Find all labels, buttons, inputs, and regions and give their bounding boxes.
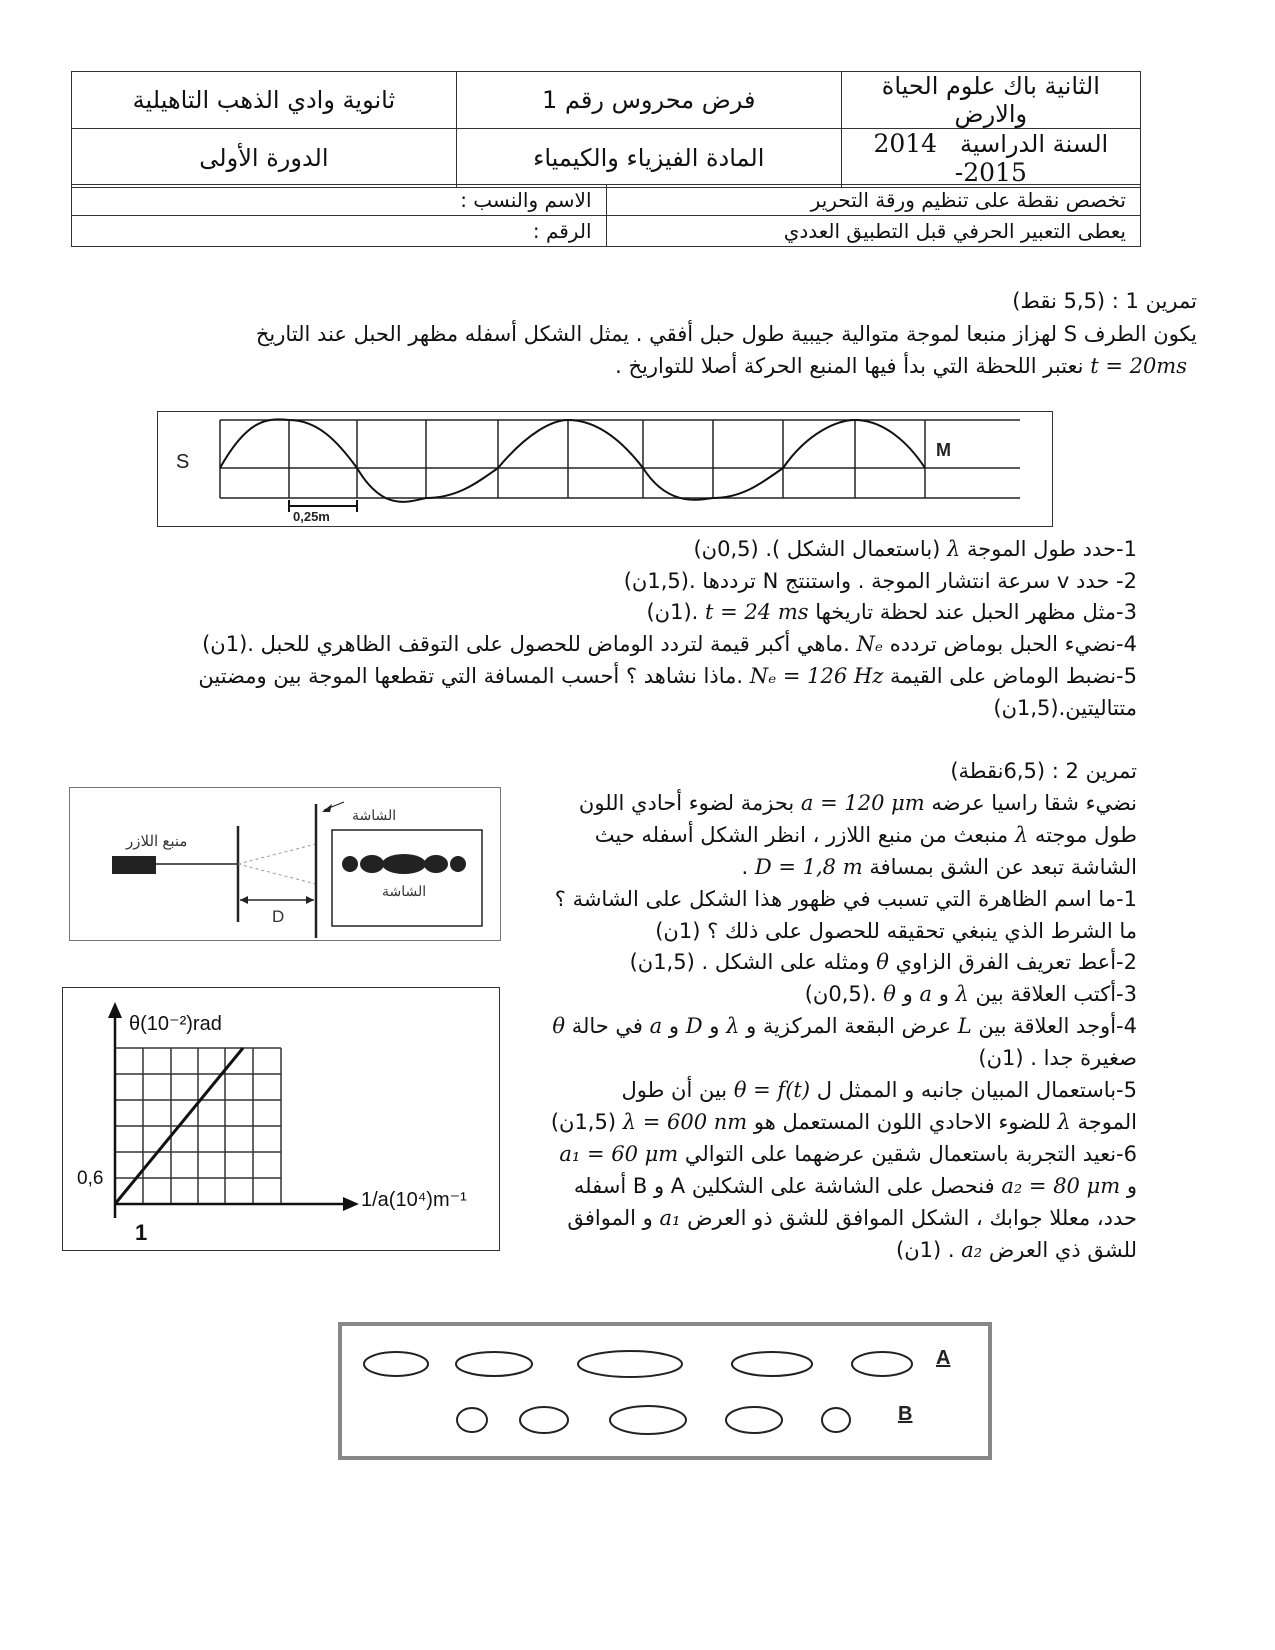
ex2-q6: 6-نعيد التجربة باستعمال شقين عرضهما على التوالي a₁ = 60 μm bbox=[559, 1142, 1137, 1166]
rope-wave-figure bbox=[157, 411, 1053, 527]
ex2-q6-cont-2: حدد، معللا جوابك ، الشكل الموافق للشق ذو العرض a₁ و الموافق bbox=[567, 1206, 1137, 1230]
pattern-b-spot bbox=[457, 1408, 487, 1432]
pattern-b-label: B bbox=[898, 1403, 913, 1425]
pattern-b-spot bbox=[610, 1406, 686, 1434]
y-tick: 0,6 bbox=[77, 1168, 104, 1189]
laser-icon bbox=[112, 856, 156, 874]
x-tick: 1 bbox=[135, 1220, 148, 1245]
ex2-intro-2: طول موجته λ منبعث من منبع اللازر ، انظر الشكل أسفله حيث bbox=[594, 823, 1137, 847]
ex1-q4: 4-نضيء الحبل بوماض تردده Nₑ .ماهي أكبر قيمة لتردد الوماض للحصول على التوقف الظاهري للحبل .(1ن) bbox=[202, 632, 1137, 656]
header-table bbox=[71, 71, 1141, 188]
source-label: S bbox=[176, 451, 190, 473]
scale-label: 0,25m bbox=[293, 509, 330, 524]
screen-label-inner: الشاشة bbox=[382, 883, 427, 899]
point-m-label: M bbox=[936, 440, 951, 460]
ex2-intro-3: الشاشة تبعد عن الشق بمسافة D = 1,8 m . bbox=[741, 855, 1137, 879]
pattern-a-spot bbox=[852, 1352, 912, 1376]
wave-curve bbox=[220, 419, 925, 501]
student-info-table bbox=[71, 184, 1141, 247]
pattern-a-spot bbox=[578, 1351, 682, 1377]
exam-title: فرض محروس رقم 1 bbox=[456, 72, 841, 129]
diffraction-setup-figure bbox=[69, 787, 501, 941]
ex2-q4-cont: صغيرة جدا . (1ن) bbox=[978, 1046, 1137, 1070]
laser-source-label: منبع اللازر bbox=[126, 833, 188, 850]
year-label: السنة الدراسية bbox=[959, 130, 1109, 158]
note-organization: تخصص نقطة على تنظيم ورقة التحرير bbox=[606, 185, 1141, 216]
patterns-figure bbox=[338, 1322, 992, 1460]
rope-wave-svg bbox=[158, 412, 1052, 526]
ex1-q5: 5-نضبط الوماض على القيمة Nₑ = 126 Hz .ماذا نشاهد ؟ أحسب المسافة التي تقطعها الموجة بين ومضتين bbox=[198, 664, 1137, 688]
theta-graph-figure bbox=[62, 987, 500, 1251]
ex1-title: تمرين 1 : (5,5 نقط) bbox=[1012, 289, 1197, 313]
ex2-title: تمرين 2 : (6,5نقطة) bbox=[950, 759, 1137, 783]
pattern-a-spot bbox=[732, 1352, 812, 1376]
ex1-q2: 2- حدد v سرعة انتشار الموجة . واستنتج N ترددها .(1,5ن) bbox=[623, 569, 1137, 593]
ex1-intro-2: t = 20ms نعتبر اللحظة التي بدأ فيها المنبع الحركة أصلا للتواريخ . bbox=[615, 354, 1187, 378]
ex1-q3: 3-مثل مظهر الحبل عند لحظة تاريخها t = 24 ms .(1ن) bbox=[646, 600, 1137, 624]
ex2-q1-cont: ما الشرط الذي ينبغي تحقيقه للحصول على ذلك ؟ (1ن) bbox=[655, 919, 1137, 943]
number-label: الرقم : bbox=[72, 216, 607, 247]
subject: المادة الفيزياء والكيمياء bbox=[456, 129, 841, 188]
pattern-b-spot bbox=[822, 1408, 850, 1432]
x-axis-label: 1/a(10⁴)m⁻¹ bbox=[361, 1189, 467, 1211]
pattern-a-spot bbox=[364, 1352, 428, 1376]
pattern-a-label: A bbox=[936, 1347, 951, 1369]
ex1-q5-cont: متتاليتين.(1,5ن) bbox=[993, 696, 1137, 720]
class-level: الثانية باك علوم الحياة والارض bbox=[841, 72, 1140, 129]
setup-svg bbox=[70, 788, 500, 940]
ex2-q1: 1-ما اسم الظاهرة التي تسبب في ظهور هذا الشكل على الشاشة ؟ bbox=[554, 887, 1137, 911]
pattern-b-spot bbox=[520, 1407, 568, 1433]
ex2-q6-cont-3: للشق ذي العرض a₂ . (1ن) bbox=[896, 1238, 1137, 1262]
pattern-a-spot bbox=[456, 1352, 532, 1376]
patterns-svg bbox=[342, 1326, 988, 1456]
theta-graph-svg bbox=[63, 988, 499, 1250]
distance-label: D bbox=[272, 907, 285, 926]
school-name: ثانوية وادي الذهب التاهيلية bbox=[72, 72, 457, 129]
ex2-q2: 2-أعط تعريف الفرق الزاوي θ ومثله على الشكل . (1,5ن) bbox=[629, 950, 1137, 974]
ex2-q6-cont: و a₂ = 80 μm فنحصل على الشاشة على الشكلين A و B أسفله bbox=[573, 1174, 1137, 1198]
school-year bbox=[841, 129, 1140, 188]
y-axis-label: θ(10⁻²)rad bbox=[129, 1013, 222, 1035]
ex2-q3: 3-أكتب العلاقة بين λ و a و θ .(0,5ن) bbox=[804, 982, 1137, 1006]
ex2-q4: 4-أوجد العلاقة بين L عرض البقعة المركزية و λ و D و a في حالة θ bbox=[552, 1014, 1137, 1038]
ex1-q1: 1-حدد طول الموجة λ (باستعمال الشكل ). (0,5ن) bbox=[693, 537, 1137, 561]
session: الدورة الأولى bbox=[72, 129, 457, 188]
name-label: الاسم والنسب : bbox=[72, 185, 607, 216]
ex1-intro-1: يكون الطرف S لهزاز منبعا لموجة متوالية جيبية طول حبل أفقي . يمثل الشكل أسفله مظهر الحبل عند التاريخ bbox=[255, 322, 1197, 346]
pattern-b-spot bbox=[726, 1407, 782, 1433]
note-literal-expression: يعطى التعبير الحرفي قبل التطبيق العددي bbox=[606, 216, 1141, 247]
ex2-intro-1: نضيء شقا راسيا عرضه a = 120 μm بحزمة لضوء أحادي اللون bbox=[578, 791, 1137, 815]
ex2-q5-cont: الموجة λ للضوء الاحادي اللون المستعمل هو λ = 600 nm (1,5ن) bbox=[550, 1110, 1137, 1134]
year-value: 2014 -2015 bbox=[873, 129, 1027, 187]
screen-label-top: الشاشة bbox=[352, 807, 397, 823]
ex2-q5: 5-باستعمال المبيان جانبه و الممثل ل θ = f(t) بين أن طول bbox=[621, 1078, 1137, 1102]
